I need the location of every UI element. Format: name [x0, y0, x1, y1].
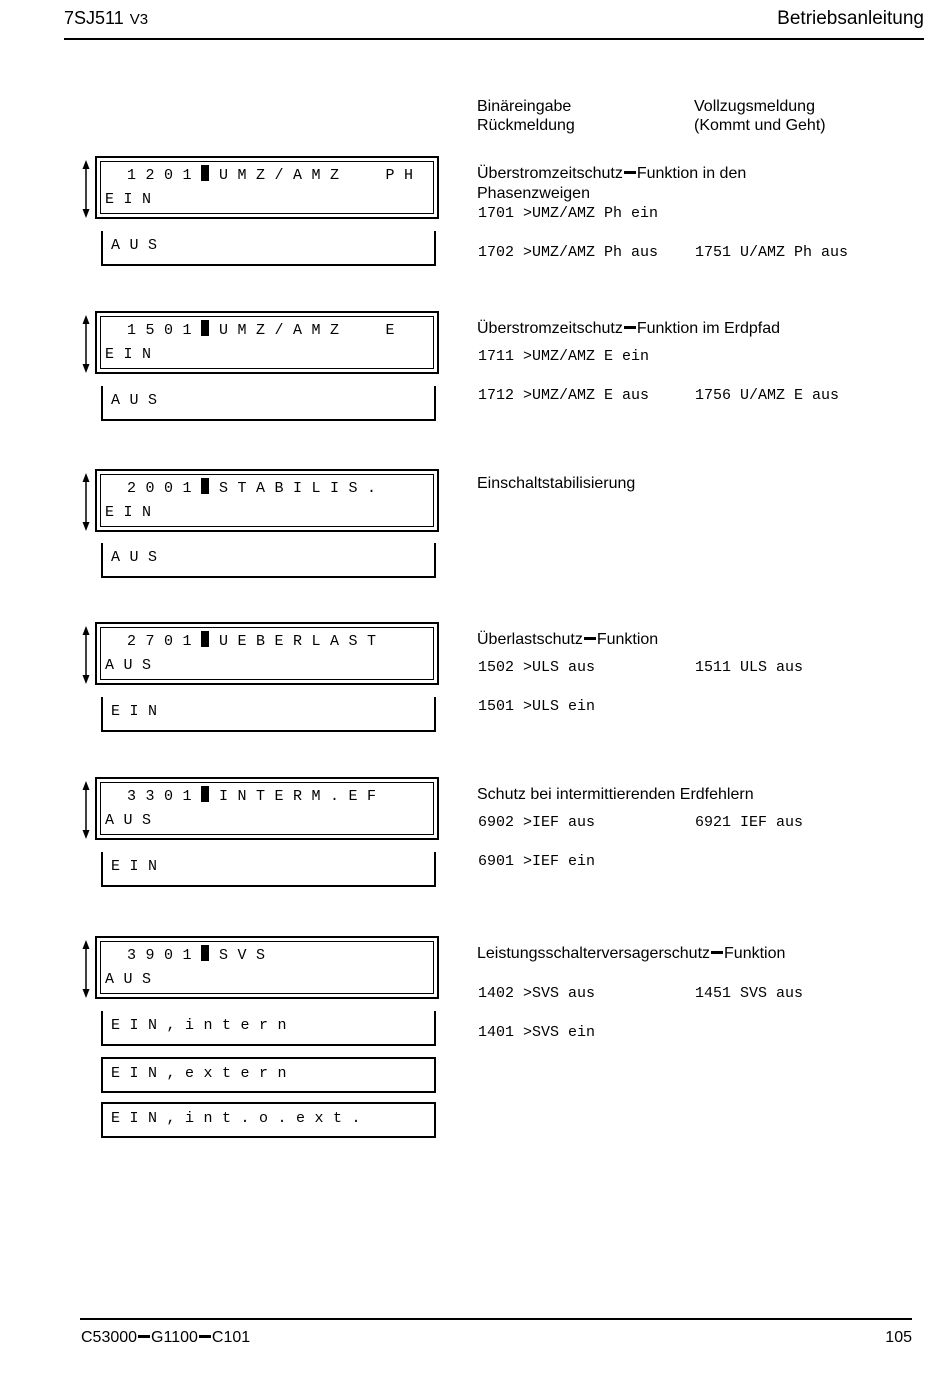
cursor-block — [201, 320, 209, 336]
cursor-block — [201, 945, 209, 961]
option-item[interactable] — [101, 1057, 436, 1093]
display-address: 3301 — [127, 788, 202, 805]
option-label: EIN — [111, 703, 167, 720]
binary-input-code: 1701 >UMZ/AMZ Ph ein — [478, 205, 659, 222]
page-number: 105 — [885, 1329, 912, 1346]
display-2001[interactable] — [95, 469, 439, 532]
option-label: EIN — [111, 858, 167, 875]
scroll-updown-icon — [81, 626, 91, 684]
display-current-value: EIN — [105, 191, 161, 208]
header-title: Betriebsanleitung — [777, 8, 924, 29]
display-address: 2701 — [127, 633, 202, 650]
scroll-updown-icon — [81, 781, 91, 839]
option-item[interactable] — [101, 386, 436, 421]
display-1201[interactable] — [95, 156, 439, 219]
message-code: 1511 ULS aus — [695, 659, 804, 676]
option-label: AUS — [111, 549, 167, 566]
display-2701[interactable] — [95, 622, 439, 685]
scroll-updown-icon — [81, 160, 91, 218]
footer-rule — [80, 1318, 912, 1320]
scroll-updown-icon — [81, 940, 91, 998]
option-item[interactable] — [101, 697, 436, 732]
display-3301[interactable] — [95, 777, 439, 840]
display-function: INTERM.EF — [219, 788, 386, 805]
binary-input-code: 1402 >SVS aus — [478, 985, 596, 1002]
option-label: EIN,int.o.ext. — [111, 1110, 371, 1127]
option-label: AUS — [111, 237, 167, 254]
display-current-value: AUS — [105, 812, 161, 829]
description: Überstromzeitschutz Funktion in den Phasenzweigen — [477, 165, 747, 202]
display-address: 2001 — [127, 480, 202, 497]
column-head-binary: Binäreingabe Rückmeldung — [477, 98, 575, 134]
cursor-block — [201, 786, 209, 802]
message-code: 1751 U/AMZ Ph aus — [695, 244, 849, 261]
header-version: V3 — [129, 11, 149, 28]
display-address: 1201 — [127, 167, 202, 184]
scroll-updown-icon — [81, 473, 91, 531]
cursor-block — [201, 631, 209, 647]
display-function: UMZ/AMZ E — [219, 322, 405, 339]
display-address: 1501 — [127, 322, 202, 339]
binary-input-code: 1502 >ULS aus — [478, 659, 596, 676]
header-rule — [64, 38, 924, 40]
display-function: SVS — [219, 947, 275, 964]
binary-input-code: 6902 >IEF aus — [478, 814, 596, 831]
header-model: 7SJ511 V3 — [64, 8, 149, 28]
message-code: 1756 U/AMZ E aus — [695, 387, 840, 404]
binary-input-code: 1712 >UMZ/AMZ E aus — [478, 387, 650, 404]
description: Einschaltstabilisierung — [477, 475, 636, 492]
option-item[interactable] — [101, 1102, 436, 1138]
option-item[interactable] — [101, 231, 436, 266]
option-label: AUS — [111, 392, 167, 409]
description: Leistungsschalterversagerschutz Funktion — [477, 945, 786, 962]
binary-input-code: 6901 >IEF ein — [478, 853, 596, 870]
cursor-block — [201, 478, 209, 494]
display-current-value: EIN — [105, 504, 161, 521]
scroll-updown-icon — [81, 315, 91, 373]
binary-input-code: 1501 >ULS ein — [478, 698, 596, 715]
display-1501[interactable] — [95, 311, 439, 374]
display-function: UEBERLAST — [219, 633, 386, 650]
message-code: 1451 SVS aus — [695, 985, 804, 1002]
option-label: EIN,intern — [111, 1017, 297, 1034]
display-current-value: AUS — [105, 971, 161, 988]
display-3901[interactable] — [95, 936, 439, 999]
option-item[interactable] — [101, 852, 436, 887]
option-item[interactable] — [101, 1011, 436, 1046]
binary-input-code: 1711 >UMZ/AMZ E ein — [478, 348, 650, 365]
display-function: UMZ/AMZ PH — [219, 167, 423, 184]
binary-input-code: 1401 >SVS ein — [478, 1024, 596, 1041]
footer-doc-number: C53000 G1100 C101 — [81, 1329, 251, 1346]
option-label: EIN,extern — [111, 1065, 297, 1082]
display-function: STABILIS. — [219, 480, 386, 497]
cursor-block — [201, 165, 209, 181]
display-current-value: EIN — [105, 346, 161, 363]
display-current-value: AUS — [105, 657, 161, 674]
binary-input-code: 1702 >UMZ/AMZ Ph aus — [478, 244, 659, 261]
message-code: 6921 IEF aus — [695, 814, 804, 831]
description: Schutz bei intermittierenden Erdfehlern — [477, 786, 754, 803]
description: Überstromzeitschutz Funktion im Erdpfad — [477, 320, 781, 337]
option-item[interactable] — [101, 543, 436, 578]
description: Überlastschutz Funktion — [477, 631, 659, 648]
display-address: 3901 — [127, 947, 202, 964]
column-head-message: Vollzugsmeldung (Kommt und Geht) — [694, 98, 826, 134]
